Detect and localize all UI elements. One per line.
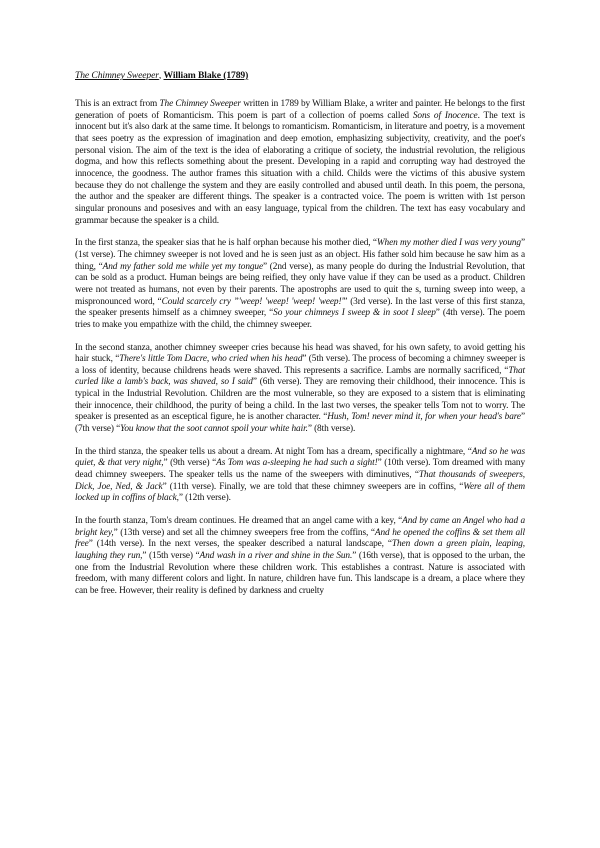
quoted-text: And by came an Angel who had a bright key,	[75, 516, 525, 538]
text-run: ” (11th verse). Finally, we are told that these chimney sweepers are in coffins, “	[162, 481, 464, 492]
quoted-text: You know that the soot cannot spoil your white hair.	[120, 424, 308, 435]
text-run: ” (7th verse) “	[75, 412, 525, 435]
author-and-year: William Blake (1789)	[163, 70, 249, 81]
text-run: In the third stanza, the speaker tells us about a dream. At night Tom has a dream, specifically a nightmare, “	[75, 446, 472, 457]
paragraph-5	[75, 516, 525, 598]
quoted-text: And he opened the coffins & set them all free	[75, 527, 525, 550]
text-run: ” (10th verse). Tom dreamed with many dead chimney sweepers. The speaker tells us the name of the sweepers with diminutives, “	[75, 458, 525, 481]
quoted-text: When my mother died I was very young	[376, 238, 521, 249]
quoted-text: And my father sold me while yet my tongue	[102, 261, 263, 272]
text-run: ” (2nd verse), as many people do during the Industrial Revolution, that can be sold as a product. Human beings are being reified, they only have value if they can be used as a product. Children were not treated as humans, not even by their parents. The apostrophs are used to quit the s, turning sweep into weep, a mispronounced word, “	[75, 261, 525, 307]
text-run: ” (8th verse).	[307, 424, 356, 435]
title-separator: ,	[158, 70, 164, 81]
quoted-text: And wash in a river and shine in the Sun.	[199, 551, 353, 561]
text-run: ” (3rd verse). In the last verse of this first stanza, the speaker presents himself as a chimney sweeper, “	[75, 296, 525, 319]
text-run: ” (14th verse). In the next verses, the speaker described a natural landscape, “	[88, 539, 392, 550]
text-run: written in 1789 by William Blake, a writer and painter. He belongs to the first generation of poets of Romanticism. This poem is part of a collection of poems called	[75, 99, 526, 121]
paragraph-4	[75, 447, 525, 505]
quoted-text: As Tom was a-sleeping he had such a sight!	[216, 458, 378, 469]
quoted-text: Sons of Inocence	[412, 110, 478, 121]
text-run: In the second stanza, another chimney sweeper cries because his head was shaved, for his own safety, to avoid getting his hair stuck, “	[75, 342, 525, 365]
quoted-text: So your chimneys I sweep & in soot I sleep	[273, 308, 436, 319]
text-run: ” (1st verse). The chimney sweeper is not loved and he is seen just as an object. His father sold him because he saw him as a thing, “	[75, 238, 525, 272]
text-run: . The text is innocent but it's also dark at the same time. It belongs to romanticism. Romanticism, in literature and poetry, is a movement that sees poetry as the expression of imagination and deep emotion, emphasizing subjectivity, creativity, and the poet's personal vision. The aim of the text is the idea of elaborating a critique of society, the industrial revolution, the religious dogma, and how this reflects something about the present. Developing in a rapid and corrupting way had destroyed the innocence, the goodness. The author frames this situation with a child. Childs were the victims of this abusive system because they do not challenge the system and they are easily controlled and abused until death. In this poem, the persona, the author and the speaker are different things. The speaker is a contracted voice. The poem is written with 1st person singular pronouns and posesives and with an easy language, typical from the children. The text has easy vocabulary and grammar because the speaker is a child.	[75, 110, 525, 226]
text-run: ” (6th verse). They are removing their childhood, their innocence. This is typical in the Industrial Revolution. Children are the most vulnerable, so they are exposed to a sistem that is eliminating their innocence, their childhood, the purity of being a child. In the last two verses, the speaker tells Tom not to worry. The speaker is presented as an esceptical figure, he is another character. “	[75, 377, 525, 423]
quoted-text: Then down a green plain, leaping, laughing they run,	[75, 539, 525, 561]
quoted-text: Could scarcely cry ”'weep! 'weep! 'weep! 'weep!'	[161, 296, 344, 307]
text-run: ” (13th verse) and set all the chimney sweepers free from the coffins, “	[113, 527, 375, 538]
text-run: ” (12th verse).	[178, 493, 231, 504]
text-run: ” (4th verse). The poem tries to make you empathize with the child, the chimney sweeper.	[75, 308, 525, 330]
paragraph-1	[75, 99, 525, 227]
quoted-text: Were all of them locked up in coffins of black,	[75, 481, 525, 504]
quoted-text: That thousands of sweepers, Dick, Joe, Ned, & Jack	[75, 470, 525, 492]
poem-title: The Chimney Sweeper	[75, 70, 159, 81]
quoted-text: The Chimney Sweeper	[159, 99, 241, 110]
text-run: In the first stanza, the speaker sias that he is half orphan because his mother died, “	[75, 238, 377, 249]
text-run: ” (16th verse), that is opposed to the urban, the one from the Industrial Revolution where these children work. This establishes a contrast. Nature is associated with freedom, with many different colors and light. In nature, children have fun. This landscape is a dream, a place where they can be free. However, their reality is defined by darkness and cruelty	[75, 551, 525, 596]
document-page	[75, 70, 525, 609]
quoted-text: And so he was quiet, & that very night,	[75, 446, 525, 469]
text-run: In the fourth stanza, Tom's dream continues. He dreamed that an angel came with a key, “	[75, 516, 403, 527]
document-title	[75, 70, 525, 82]
document-body	[75, 99, 525, 598]
text-run: This is an extract from	[75, 99, 160, 110]
quoted-text: There's little Tom Dacre, who cried when his head	[119, 354, 303, 365]
quoted-text: Hush, Tom! never mind it, for when your head's bare	[327, 412, 521, 423]
quoted-text: That curled like a lamb's back, was shaved, so I said	[75, 365, 525, 388]
text-run: ” (15th verse) “	[142, 551, 200, 561]
text-run: ” (9th verse) “	[163, 458, 217, 469]
paragraph-3	[75, 343, 525, 436]
text-run: ” (5th verse). The process of becoming a chimney sweeper is a loss of identity, because childrens heads were shaved. This represents a sacrifice. Lambs are normally sacrificed, “	[75, 354, 525, 376]
paragraph-2	[75, 238, 525, 331]
